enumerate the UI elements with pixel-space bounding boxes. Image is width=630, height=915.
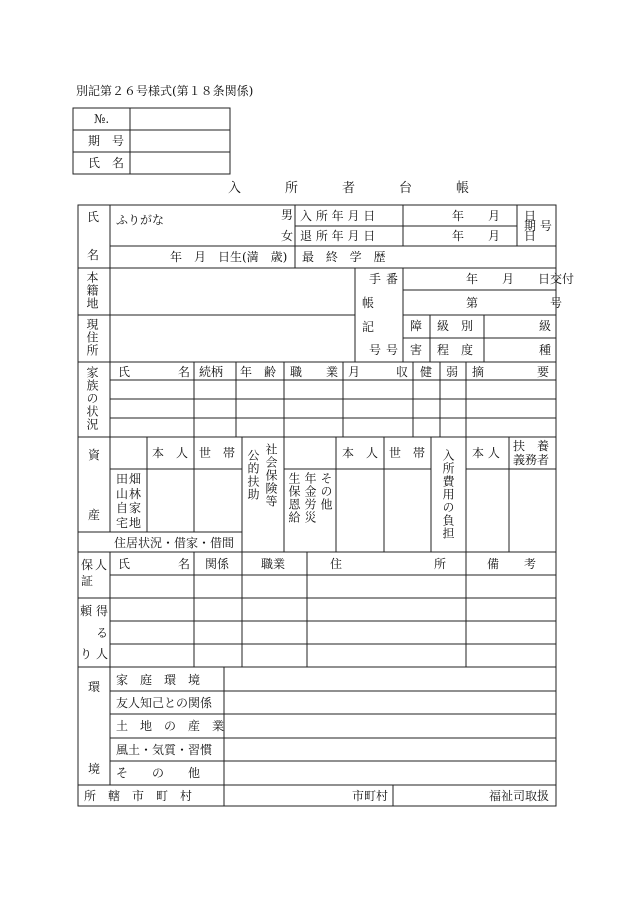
handbook-label-3: 帳: [362, 296, 375, 310]
page-title: 入所者台帳: [228, 181, 514, 196]
env-item-culture: 風土・気質・習慣: [116, 743, 213, 757]
handbook-label-6: 号: [386, 343, 399, 357]
assets-label-top: 資: [88, 448, 101, 462]
admission-date-label: 入 所 年 月 日: [300, 209, 376, 223]
term-label: 期 号: [524, 219, 552, 233]
livelihood-label: 生保恩給: [287, 472, 301, 524]
disability-label-1: 障: [410, 319, 423, 333]
disability-label-2: 害: [410, 343, 423, 357]
address-label: 現住所: [85, 318, 99, 357]
issue-date: 年 月 日交付: [466, 272, 575, 286]
guarantor-header-note1: 備: [487, 557, 500, 571]
family-label: 家族の状況: [85, 366, 99, 431]
education-label: 最 終 学 歴: [302, 250, 390, 264]
guarantor-header-name2: 名: [178, 557, 191, 571]
id-name-label: 氏 名: [88, 156, 125, 170]
cost-self: 本 人: [472, 446, 500, 460]
family-header-name1: 氏: [118, 365, 131, 379]
social-insurance-label: 社会保険等: [264, 443, 278, 508]
discharge-date-value: 年 月 日: [452, 229, 537, 243]
id-no-label: №.: [94, 112, 110, 126]
name-label-bottom: 名: [87, 248, 100, 262]
grade-unit: 級: [539, 319, 552, 333]
env-item-friends: 友人知己との関係: [116, 696, 213, 710]
degree-label: 程 度: [437, 343, 474, 357]
env-item-family: 家 庭 環 境: [116, 673, 201, 687]
guarantor-label-2: 人: [95, 558, 108, 572]
guarantor-header-address1: 住: [330, 557, 343, 571]
family-header-relation: 続柄: [199, 365, 224, 379]
guarantor-header-relation: 関係: [205, 557, 230, 571]
female-label: 女: [281, 229, 294, 243]
family-header-remark2: 要: [537, 365, 550, 379]
guarantor-label-1: 保: [81, 558, 94, 572]
family-header-weak: 弱: [446, 365, 459, 379]
welfare-label: 福祉司取扱: [489, 789, 550, 803]
male-label: 男: [281, 208, 294, 222]
handbook-number: 第 号: [466, 296, 563, 310]
environment-label-bottom: 境: [88, 762, 101, 776]
family-header-income: 収: [396, 365, 409, 379]
admission-date-value: 年 月 日: [452, 209, 537, 223]
assets-household-2: 世 帯: [389, 446, 426, 460]
assets-self: 本 人: [152, 446, 189, 460]
family-header-health: 健: [420, 365, 433, 379]
family-header-month: 月: [348, 365, 361, 379]
handbook-label-5: 号: [369, 343, 382, 357]
family-header-remark1: 摘: [472, 365, 485, 379]
assets-self-2: 本 人: [342, 446, 379, 460]
family-header-name2: 名: [178, 365, 191, 379]
rely-label-3: る: [96, 626, 109, 640]
handbook-label-1: 手: [369, 272, 382, 286]
family-header-age: 年 齢: [240, 365, 277, 379]
birth-label: 年 月 日生(満 歳): [170, 250, 288, 264]
guarantor-label-3: 証: [81, 574, 94, 588]
grade-class-label: 級 別: [437, 319, 474, 333]
municipality-label: 所 轄 市 町 村: [84, 789, 193, 803]
public-aid-label: 公的扶助: [246, 449, 260, 501]
city-label: 市町村: [352, 789, 389, 803]
handbook-label-2: 番: [386, 272, 399, 286]
housing-label: 住居状況・借家・借間: [114, 536, 235, 550]
name-label-top: 氏: [87, 210, 100, 224]
guarantor-header-address2: 所: [434, 557, 447, 571]
rely-label-5: 人: [96, 647, 109, 661]
registry-label: 本籍地: [85, 271, 99, 310]
rely-label-2: 得: [96, 604, 109, 618]
assets-kinds: 田畑山林自家宅地: [116, 472, 143, 530]
environment-label-top: 環: [88, 680, 101, 694]
assets-household: 世 帯: [199, 446, 236, 460]
form-number: 別記第２６号様式(第１８条関係): [76, 84, 254, 98]
other-label: その他: [319, 472, 333, 511]
guarantor-header-note2: 考: [524, 557, 537, 571]
pension-label: 年金労災: [303, 472, 317, 524]
assets-label-bottom: 産: [88, 508, 101, 522]
handbook-label-4: 記: [362, 320, 375, 334]
rely-label-1: 頼: [80, 604, 93, 618]
env-item-industry: 土 地 の 産 業: [116, 719, 225, 733]
guarantor-header-job: 職業: [261, 557, 286, 571]
cost-supporter: 扶 養義務者: [513, 439, 550, 467]
env-item-other: そ の 他: [116, 766, 201, 780]
guarantor-header-name1: 氏: [118, 557, 131, 571]
id-term-label: 期 号: [88, 134, 125, 148]
discharge-date-label: 退 所 年 月 日: [300, 229, 376, 243]
furigana-label: ふりがな: [116, 213, 165, 227]
admission-cost-label: 入所費用の負担: [441, 449, 455, 540]
family-header-job: 職 業: [290, 365, 339, 379]
degree-unit: 種: [539, 343, 552, 357]
rely-label-4: り: [80, 647, 93, 661]
